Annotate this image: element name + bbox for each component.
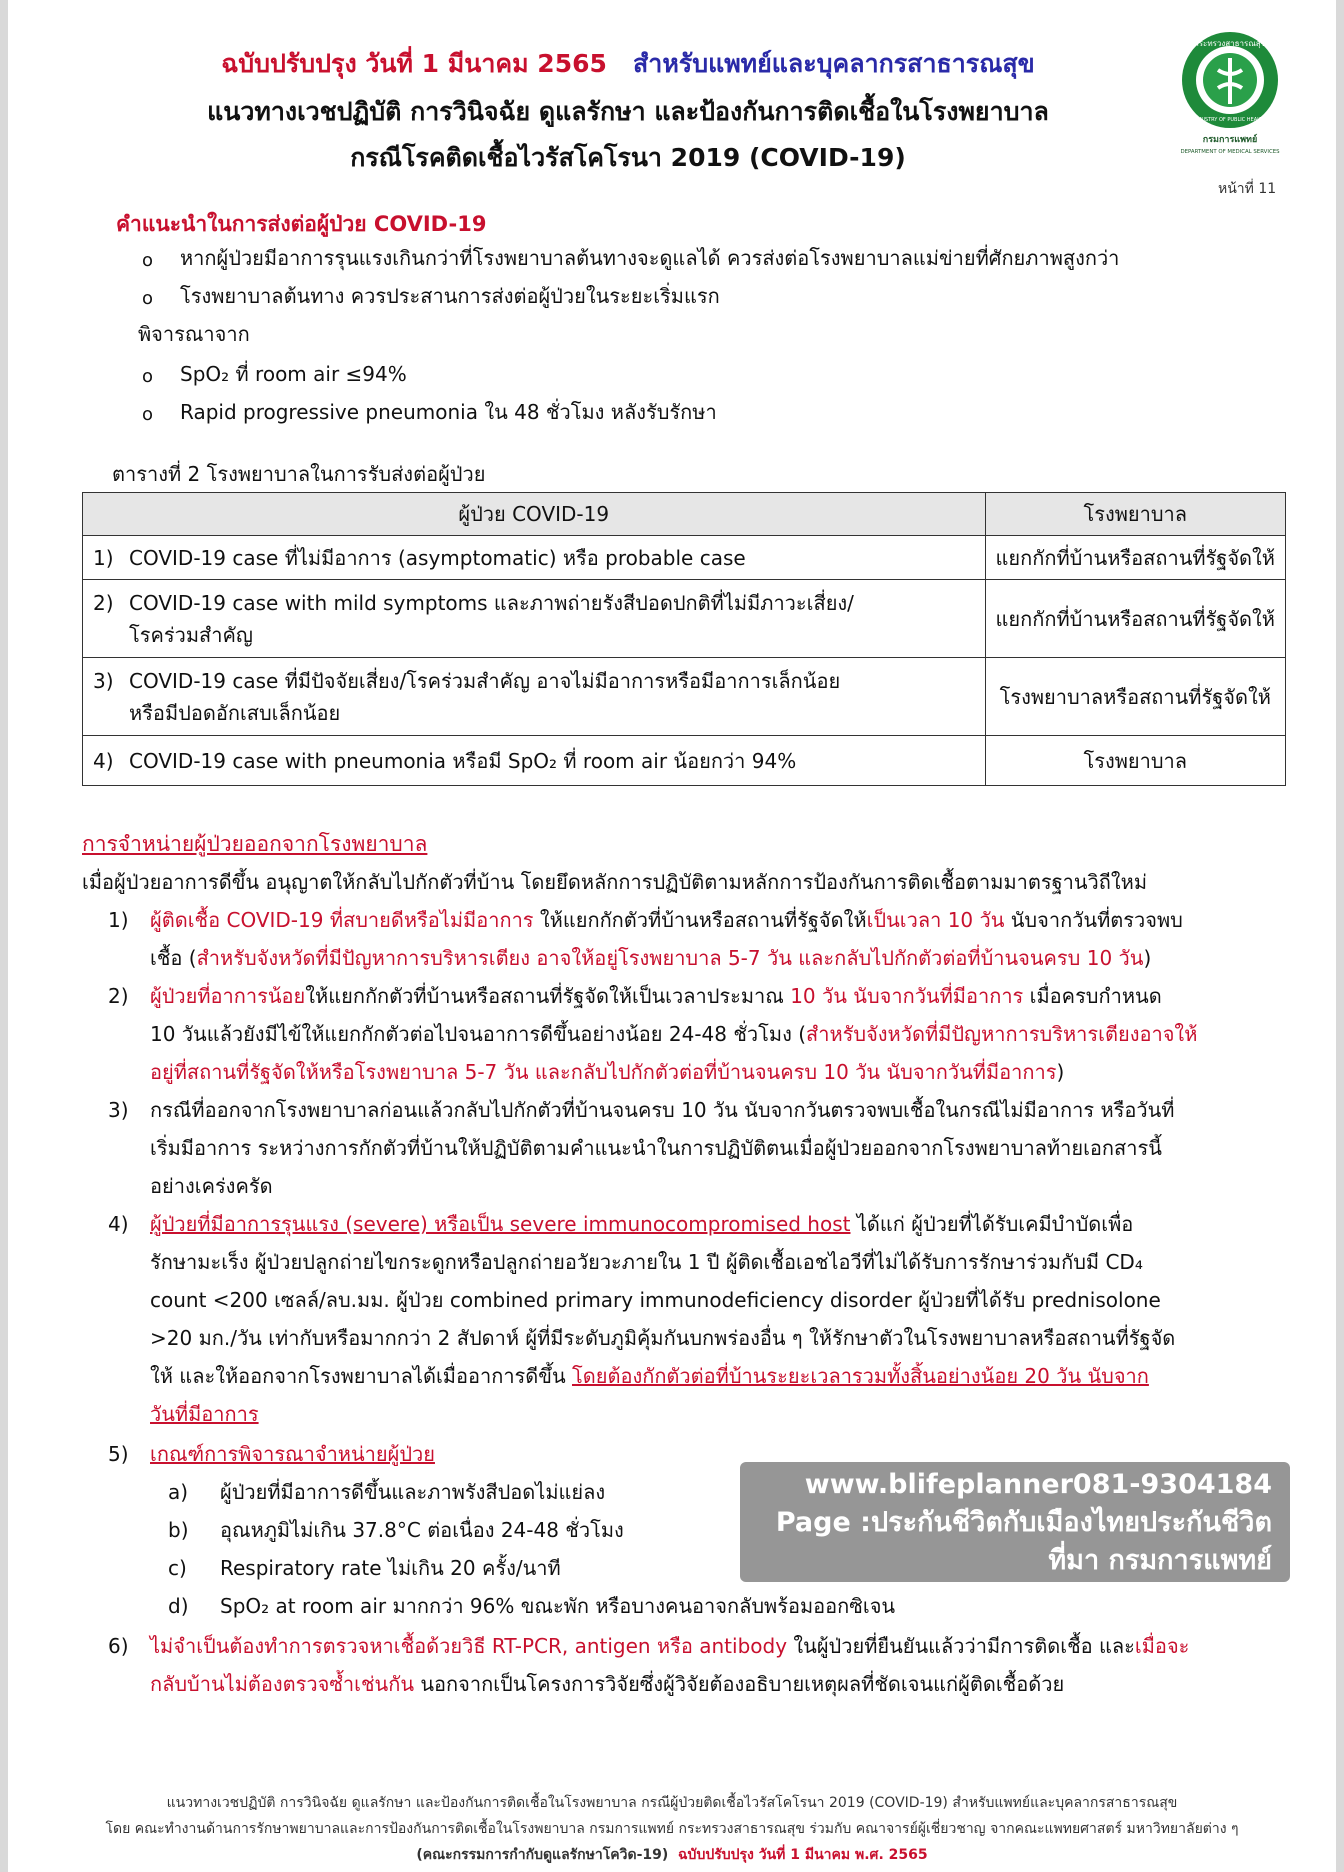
row-hospital-cell: โรงพยาบาลหรือสถานที่รัฐจัดให้ (985, 658, 1286, 736)
item-number: 1) (108, 908, 129, 932)
header-patient: ผู้ป่วย COVID-19 (83, 493, 986, 536)
footer-line3 (8, 1844, 1336, 1866)
red-text: ผู้ติดเชื้อ COVID-19 ที่สบายดีหรือไม่มีอาการ (150, 908, 534, 932)
revision-header (8, 44, 1248, 84)
red-text: ผู้ป่วยที่มีอาการรุนแรง (severe) หรือเป็น severe immunocompromised host (150, 1212, 851, 1236)
text: นอกจากเป็นโครงการวิจัยซึ่งผู้วิจัยต้องอธิบายเหตุผลที่ชัดเจนแก่ผู้ติดเชื้อด้วย (414, 1672, 1065, 1696)
red-text: เป็นเวลา 10 วัน (866, 908, 1005, 932)
row-patient-cell (83, 536, 986, 580)
discharge-item-3-cont: เริ่มมีอาการ ระหว่างการกักตัวที่บ้านให้ปฏิบัติตามคำแนะนำในการปฏิบัติตนเมื่อผู้ป่วยออกจากโรงพยาบาลท้ายเอกสารนี้ (150, 1136, 1162, 1160)
row-text: COVID-19 case ที่ไม่มีอาการ (asymptomatic) หรือ probable case (129, 545, 746, 570)
criteria-key: d) (168, 1594, 189, 1618)
discharge-intro: เมื่อผู้ป่วยอาการดีขึ้น อนุญาตให้กลับไปกักตัวที่บ้าน โดยยึดหลักการปฏิบัติตามหลักการป้องกันการติดเชื้อตามมาตรฐานวิถีใหม่ (82, 870, 1148, 894)
watermark-overlay (740, 1462, 1290, 1582)
table-row (83, 580, 1286, 658)
logo-dept-th: กรมการแพทย์ (1202, 135, 1258, 145)
text: ให้แยกกักตัวที่บ้านหรือสถานที่รัฐจัดให้ (533, 908, 867, 932)
item-number: 4) (108, 1212, 129, 1236)
row-text-cont: หรือมีปอดอักเสบเล็กน้อย (129, 700, 341, 725)
doc-title-line1: แนวทางเวชปฏิบัติ การวินิจฉัย ดูแลรักษา และป้องกันการติดเชื้อในโรงพยาบาล (207, 97, 1049, 126)
consider-label: พิจารณาจาก (138, 322, 250, 346)
footer-line2: โดย คณะทำงานด้านการรักษาพยาบาลและการป้องกันการติดเชื้อในโรงพยาบาล กรมการแพทย์ กระทรวงสาธารณสุข ร่วมกับ คณาจารย์ผู้เชี่ยวชาญ จากคณะแพทยศาสตร์ มหาวิทยาลัยต่าง ๆ (105, 1821, 1239, 1837)
red-text: สำหรับจังหวัดที่มีปัญหาการบริหารเตียงอาจให้ (806, 1022, 1198, 1046)
discharge-item-3-cont2: อย่างเคร่งครัด (150, 1174, 273, 1198)
row-hospital-cell: แยกกักที่บ้านหรือสถานที่รัฐจัดให้ (985, 580, 1286, 658)
discharge-item-4-cont: รักษามะเร็ง ผู้ป่วยปลูกถ่ายไขกระดูกหรือปลูกถ่ายอวัยวะภายใน 1 ปี ผู้ติดเชื้อเอชไอวีที่ไม่ได้รับการรักษาร่วมกับมี CD₄ (150, 1250, 1143, 1274)
discharge-item-2-cont2 (150, 1058, 1064, 1086)
item-number: 5) (108, 1442, 129, 1466)
row-hospital-cell: โรงพยาบาล (985, 736, 1286, 786)
red-text: สำหรับจังหวัดที่มีปัญหาการบริหารเตียง อาจให้อยู่โรงพยาบาล 5-7 วัน และกลับไปกักตัวต่อที่บ้านจนครบ 10 วัน (196, 946, 1144, 970)
referral-item-1: หากผู้ป่วยมีอาการรุนแรงเกินกว่าที่โรงพยาบาลต้นทางจะดูแลได้ ควรส่งต่อโรงพยาบาลแม่ข่ายที่ศักยภาพสูงกว่า (180, 246, 1120, 270)
row-number: 1) (93, 545, 114, 570)
doc-title-line2: กรณีโรคติดเชื้อไวรัสโคโรนา 2019 (COVID-19) (350, 143, 906, 172)
bullet-icon: o (142, 250, 154, 271)
row-patient-cell (83, 736, 986, 786)
red-text: อยู่ที่สถานที่รัฐจัดให้หรือโรงพยาบาล 5-7 วัน และกลับไปกักตัวต่อที่บ้านจนครบ 10 วัน นับจากวันที่มีอาการ (150, 1060, 1057, 1084)
criteria-item-1: SpO₂ ที่ room air ≤94% (180, 362, 407, 386)
footer-committee: (คณะกรรมการกำกับดูแลรักษาโควิด-19) (416, 1847, 669, 1863)
red-text: 10 วัน นับจากวันที่มีอาการ (790, 984, 1024, 1008)
item-number: 6) (108, 1634, 129, 1658)
audience-label: สำหรับแพทย์และบุคลากรสาธารณสุข (633, 49, 1035, 78)
text: นับจากวันที่ตรวจพบ (1004, 908, 1183, 932)
row-hospital-cell: แยกกักที่บ้านหรือสถานที่รัฐจัดให้ (985, 536, 1286, 580)
referral-hospital-table (82, 492, 1286, 786)
discharge-item-4-cont3: >20 มก./วัน เท่ากับหรือมากกว่า 2 สัปดาห์ ผู้ที่มีระดับภูมิคุ้มกันบกพร่องอื่น ๆ ให้รักษาตัวในโรงพยาบาลหรือสถานที่รัฐจัด (150, 1326, 1176, 1350)
row-patient-cell (83, 580, 986, 658)
text: ให้ และให้ออกจากโรงพยาบาลได้เมื่ออาการดีขึ้น (150, 1364, 572, 1388)
revision-date: ฉบับปรับปรุง วันที่ 1 มีนาคม 2565 (221, 49, 607, 78)
text: ให้แยกกักตัวที่บ้านหรือสถานที่รัฐจัดให้เป็นเวลาประมาณ (305, 984, 791, 1008)
discharge-item-1-cont (150, 944, 1151, 972)
table-row (83, 536, 1286, 580)
text: ได้แก่ ผู้ป่วยที่ได้รับเคมีบำบัดเพื่อ (850, 1212, 1134, 1236)
criteria-key: c) (168, 1556, 187, 1580)
discharge-item-4-cont5: วันที่มีอาการ (150, 1402, 259, 1426)
table-row (83, 658, 1286, 736)
watermark-line1: www.blifeplanner081-9304184 (804, 1469, 1272, 1500)
criteria-text: ผู้ป่วยที่มีอาการดีขึ้นและภาพรังสีปอดไม่แย่ลง (220, 1480, 606, 1504)
document-page (8, 0, 1336, 1872)
row-text: COVID-19 case with mild symptoms และภาพถ่ายรังสีปอดปกติที่ไม่มีภาวะเสี่ยง/ (129, 590, 854, 615)
criteria-text: Respiratory rate ไม่เกิน 20 ครั้ง/นาที (220, 1556, 561, 1580)
discharge-item-6-cont (150, 1670, 1064, 1698)
criteria-key: a) (168, 1480, 189, 1504)
logo-ring-text: MINISTRY OF PUBLIC HEALTH (1193, 117, 1267, 123)
discharge-item-2-cont (150, 1020, 1197, 1048)
text: ในผู้ป่วยที่ยืนยันแล้วว่ามีการติดเชื้อ และ (787, 1634, 1135, 1658)
criteria-item-2: Rapid progressive pneumonia ใน 48 ชั่วโมง หลังรับรักษา (180, 400, 717, 424)
row-text: COVID-19 case ที่มีปัจจัยเสี่ยง/โรคร่วมสำคัญ อาจไม่มีอาการหรือมีอาการเล็กน้อย (129, 668, 841, 693)
footer-revision: ฉบับปรับปรุง วันที่ 1 มีนาคม พ.ศ. 2565 (678, 1847, 928, 1863)
logo-dept-en: DEPARTMENT OF MEDICAL SERVICES (1180, 149, 1280, 155)
watermark-line3: ที่มา กรมการแพทย์ (1048, 1545, 1272, 1576)
red-text: เมื่อจะ (1134, 1634, 1190, 1658)
row-number: 4) (93, 748, 114, 773)
logo-top-text: กระทรวงสาธารณสุข (1193, 39, 1267, 48)
row-number: 3) (93, 668, 114, 693)
red-text: ไม่จำเป็นต้องทำการตรวจหาเชื้อด้วยวิธี RT-PCR, antigen หรือ antibody (150, 1634, 788, 1658)
referral-title: คำแนะนำในการส่งต่อผู้ป่วย COVID-19 (116, 212, 487, 236)
text: ) (1056, 1060, 1065, 1084)
bullet-icon: o (142, 404, 154, 425)
red-text: โดยต้องกักตัวต่อที่บ้านระยะเวลารวมทั้งสิ้นอย่างน้อย 20 วัน นับจาก (572, 1364, 1149, 1388)
watermark-line2: Page :ประกันชีวิตกับเมืองไทยประกันชีวิต (775, 1507, 1272, 1538)
criteria-text: อุณหภูมิไม่เกิน 37.8°C ต่อเนื่อง 24-48 ชั่วโมง (220, 1518, 624, 1542)
row-patient-cell (83, 658, 986, 736)
referral-item-2: โรงพยาบาลต้นทาง ควรประสานการส่งต่อผู้ป่วยในระยะเริ่มแรก (180, 284, 720, 308)
discharge-title: การจำหน่ายผู้ป่วยออกจากโรงพยาบาล (82, 832, 428, 856)
bullet-icon: o (142, 288, 154, 309)
discharge-item-6 (150, 1632, 1189, 1660)
footer-line1: แนวทางเวชปฏิบัติ การวินิจฉัย ดูแลรักษา และป้องกันการติดเชื้อในโรงพยาบาล กรณีผู้ป่วยติดเชื้อไวรัสโคโรนา 2019 (COVID-19) สำหรับแพทย์และบุคลากรสาธารณสุข (166, 1795, 1178, 1811)
discharge-item-3: กรณีที่ออกจากโรงพยาบาลก่อนแล้วกลับไปกักตัวที่บ้านจนครบ 10 วัน นับจากวันตรวจพบเชื้อในกรณีไม่มีอาการ หรือวันที่ (150, 1098, 1175, 1122)
discharge-item-4 (150, 1210, 1133, 1238)
criteria-text: SpO₂ at room air มากกว่า 96% ขณะพัก หรือบางคนอาจกลับพร้อมออกซิเจน (220, 1594, 896, 1618)
table-header-row (83, 493, 1286, 536)
row-text-cont: โรคร่วมสำคัญ (129, 622, 253, 647)
red-text: กลับบ้านไม่ต้องตรวจซ้ำเช่นกัน (150, 1672, 415, 1696)
department-logo (1168, 26, 1292, 156)
discharge-item-2 (150, 982, 1162, 1010)
text: 10 วันแล้วยังมีไข้ให้แยกกักตัวต่อไปจนอาการดีขึ้นอย่างน้อย 24-48 ชั่วโมง ( (150, 1022, 807, 1046)
table-caption: ตารางที่ 2 โรงพยาบาลในการรับส่งต่อผู้ป่วย (112, 462, 486, 486)
item-number: 2) (108, 984, 129, 1008)
red-text: ผู้ป่วยที่อาการน้อย (150, 984, 306, 1008)
discharge-item-4-cont2: count <200 เซลล์/ลบ.มม. ผู้ป่วย combined primary immunodeficiency disorder ผู้ป่วยที่ได้รับ prednisolone (150, 1288, 1161, 1312)
table-row (83, 736, 1286, 786)
row-text: COVID-19 case with pneumonia หรือมี SpO₂ ที่ room air น้อยกว่า 94% (129, 748, 797, 773)
bullet-icon: o (142, 366, 154, 387)
text: เมื่อครบกำหนด (1023, 984, 1162, 1008)
item-number: 3) (108, 1098, 129, 1122)
text: เชื้อ ( (150, 946, 197, 970)
discharge-item-4-cont4 (150, 1362, 1149, 1390)
page-number: หน้าที่ 11 (1218, 181, 1277, 197)
discharge-criteria-title: เกณฑ์การพิจารณาจำหน่ายผู้ป่วย (150, 1442, 435, 1466)
text: ) (1143, 946, 1152, 970)
row-number: 2) (93, 590, 114, 615)
criteria-key: b) (168, 1518, 189, 1542)
discharge-item-1 (150, 906, 1183, 934)
header-hospital: โรงพยาบาล (985, 493, 1286, 536)
